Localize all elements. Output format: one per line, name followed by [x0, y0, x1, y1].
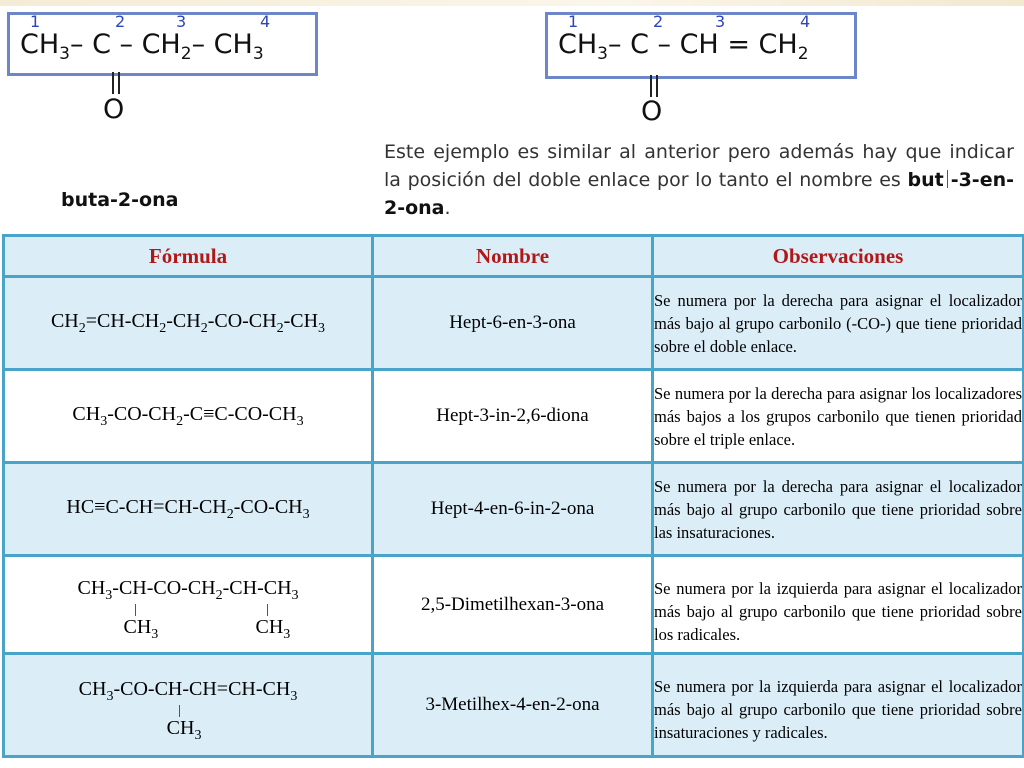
branched-formula: $CH_3-CO-CH-CH=CH-CH_3$ $CH_3$ — [78, 677, 298, 743]
explanation-paragraph — [384, 138, 1014, 222]
structural-formula-butanone: $CH_3-$ C – $CH_2-$ $CH_3$ — [20, 29, 264, 64]
observation-cell: Se numera por la derecha para asignar los localizadores más bajos a los grupos carbonilo que tienen prioridad sobre el triple enlace. — [653, 370, 1024, 463]
explanation-text: Este ejemplo es similar al anterior pero además hay que indicar la posición del doble enlace por lo tanto el nombre es — [384, 141, 1014, 191]
table-row — [4, 556, 1024, 654]
carbonyl-oxygen-1: O — [103, 94, 125, 125]
text-cursor — [947, 170, 948, 188]
highlight-name-part-a: but — [907, 169, 944, 191]
structure-box-1 — [7, 12, 318, 76]
carbonyl-oxygen-2: O — [641, 96, 663, 127]
formula-cell: $HC\equiv C-CH=CH-CH_2-CO-CH_3$ — [4, 463, 373, 556]
carbon-number-4b: 4 — [800, 12, 811, 31]
period: . — [444, 197, 451, 219]
name-cell: 2,5-Dimetilhexan-3-ona — [373, 556, 653, 654]
methyl-substituent: $CH_3$ — [166, 716, 202, 743]
carbon-number-1: 1 — [30, 12, 41, 31]
header-nombre: Nombre — [373, 236, 653, 277]
formula-cell — [4, 654, 373, 757]
table-header-row — [4, 236, 1024, 277]
name-cell: Hept-4-en-6-in-2-ona — [373, 463, 653, 556]
name-cell: 3-Metilhex-4-en-2-ona — [373, 654, 653, 757]
highlight-name-part-b: -3-en-2-ona — [384, 169, 1014, 219]
structural-formula-butenone: $CH_3-$ C – CH = $CH_2$ — [558, 29, 809, 64]
header-formula: Fórmula — [4, 236, 373, 277]
carbon-number-2b: 2 — [653, 12, 664, 31]
table-row — [4, 654, 1024, 757]
methyl-substituent: $CH_3$ — [123, 616, 159, 642]
formula-cell — [4, 556, 373, 654]
carbon-number-1b: 1 — [568, 12, 579, 31]
name-cell: Hept-6-en-3-ona — [373, 277, 653, 370]
name-cell: Hept-3-in-2,6-diona — [373, 370, 653, 463]
table-row — [4, 463, 1024, 556]
methyl-substituent: $CH_3$ — [255, 616, 291, 642]
branch-bond — [267, 604, 268, 616]
branch-bond — [135, 604, 136, 616]
top-decorative-band — [0, 0, 1024, 6]
observation-cell: Se numera por la derecha para asignar el localizador más bajo al grupo carbonilo que tiene prioridad sobre las insaturaciones. — [653, 463, 1024, 556]
observation-cell: Se numera por la derecha para asignar el localizador más bajo al grupo carbonilo (-CO-) que tiene prioridad sobre el doble enlace. — [653, 277, 1024, 370]
branched-formula: $CH_3-CH-CO-CH_2-CH-CH_3$ $CH_3$ $CH_3$ — [77, 577, 299, 642]
structure-box-2 — [545, 12, 857, 79]
formula-cell: $CH_3-CO-CH_2-C\equiv C-CO-CH_3$ — [4, 370, 373, 463]
carbonyl-double-bond-2 — [650, 75, 658, 97]
carbon-number-2: 2 — [115, 12, 126, 31]
ketone-nomenclature-table — [2, 234, 1024, 758]
caption-buta-2-ona: buta-2-ona — [61, 189, 179, 211]
observation-cell: Se numera por la izquierda para asignar el localizador más bajo al grupo carbonilo que tiene prioridad sobre los radicales. — [653, 556, 1024, 654]
carbonyl-double-bond-1 — [112, 72, 120, 94]
table-row — [4, 370, 1024, 463]
header-observaciones: Observaciones — [653, 236, 1024, 277]
carbon-number-3b: 3 — [715, 12, 726, 31]
branch-bond — [179, 705, 180, 717]
carbon-number-4: 4 — [260, 12, 271, 31]
formula-cell: $CH_2=CH-CH_2-CH_2-CO-CH_2-CH_3$ — [4, 277, 373, 370]
observation-cell: Se numera por la izquierda para asignar el localizador más bajo al grupo carbonilo que tiene prioridad sobre insaturaciones y radicales. — [653, 654, 1024, 757]
table-row — [4, 277, 1024, 370]
carbon-number-3: 3 — [176, 12, 187, 31]
